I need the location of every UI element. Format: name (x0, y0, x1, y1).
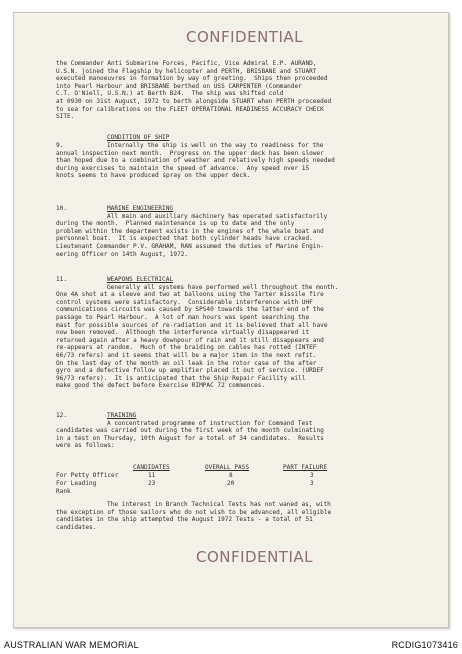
section-line: were as follows: (56, 442, 115, 450)
table-header: PART FAILURE (283, 464, 328, 471)
section-line: annual inspection next month. Progress on the upper deck has been slower (56, 149, 324, 157)
section-number: 9. (56, 142, 64, 149)
section-line: eering Officer on 14th August, 1972. (56, 250, 189, 258)
section-heading: MARINE ENGINEERING (107, 205, 174, 212)
section-heading: CONDITION OF SHIP (107, 134, 170, 141)
section-line: problem within the department exists in the engines of the whale boat and (56, 227, 324, 235)
confidential-stamp-bottom: CONFIDENTIAL (196, 548, 314, 566)
section-line: control systems were satisfactory. Considerable interference with UHF (56, 298, 313, 306)
intro-line: into Pearl Harbour and BRISBANE berthed on USS CARPENTER (Commander (56, 82, 302, 90)
section-line: Internally the ship is well on the way to readiness for the (107, 142, 324, 149)
closing-line: candidates in the ship attempted the August 1972 Tests - a total of 51 (56, 516, 313, 524)
intro-line: the Commander Anti Submarine Forces, Pacific, Vice Admiral E.P. AURAND, (56, 60, 317, 67)
section-line: passage to Pearl Harbour. A lot of man hours was spent searching the (56, 314, 310, 321)
section-line: knots seems to have produced spray on the upper deck. (56, 172, 251, 180)
table-cell: 8 (229, 472, 233, 479)
section-line: during exercises to maintain the speed of advance. Any speed over 15 (56, 164, 310, 172)
intro-line: C.T. O'Niell, U.S.N.) at Berth B24. The ship was shifted cold (56, 90, 284, 98)
table-cell: 23 (148, 480, 156, 487)
intro-line: at 0930 on 31st August, 1972 to berth alongside STUART when PERTH proceeded (56, 98, 332, 105)
section-line: On the last day of the month an oil leak in the rotor case of the after (56, 359, 317, 367)
section-number: 11. (56, 276, 68, 283)
table-row-label: For Petty Officer (56, 472, 119, 479)
archive-reference: RCDIG1073416 (391, 640, 458, 650)
section-line: Generally all systems have performed well throughout the month. (107, 283, 339, 291)
section-line: in a test on Thursday, 10th August for a total of 34 candidates. Results (56, 434, 324, 442)
section-line: 96/73 refers). It is anticipated that the Ship Repair Facility will (56, 374, 306, 382)
section-line: All main and auxiliary machinery has operated satisfactorily (107, 212, 328, 220)
closing-line: the exception of those sailors who do not wish to be advanced, all eligible (56, 508, 332, 516)
section-line: mast for possible sources of re-radiation and it is believed that all have (56, 321, 328, 329)
table-row-label: For Leading (56, 480, 97, 487)
section-line: now been removed. Although the interference virtually disappeared it (56, 329, 310, 337)
section-heading: WEAPONS ELECTRICAL (107, 276, 174, 283)
table-row-label: Rank (56, 488, 71, 495)
table-cell: 11 (148, 472, 156, 479)
closing-line: The interest in Branch Technical Tests has not waned as, with (107, 501, 331, 508)
table-cell: 3 (310, 480, 314, 487)
table-header: CANDIDATES (133, 464, 170, 471)
archive-credit: AUSTRALIAN WAR MEMORIAL (4, 640, 139, 650)
section-line: Lieutenant Commander P.V. GRAHAM, RAN assumed the duties of Marine Engin- (56, 243, 324, 250)
table-cell: 20 (227, 480, 235, 487)
section-number: 10. (56, 205, 68, 212)
section-line: 66/73 refers) and it seems that will be a major item in the next refit. (56, 352, 317, 359)
section-line: personnel boat. It is expected that both cylinder heads have cracked. (56, 235, 313, 243)
table-cell: 3 (310, 472, 314, 479)
section-line: returned again after a heavy downpour of rain and it still disappears and (56, 336, 324, 344)
section-line: candidates was carried out during the first week of the month culminating (56, 427, 324, 435)
section-line: re-appears at random. Much of the braiding on cables has rotted (INTEF (56, 344, 317, 352)
section-line: A concentrated programme of instruction for Command Test (107, 419, 313, 427)
intro-line: executed manoeuvres in formation by way of greeting. Ships then proceeded (56, 75, 328, 83)
section-number: 12. (56, 412, 68, 419)
section-line: gyro and a defective follow up amplifier placed it out of service. (URDEF (56, 367, 324, 375)
confidential-stamp-top: CONFIDENTIAL (186, 28, 304, 46)
table-header: OVERALL PASS (205, 464, 250, 471)
intro-line: to sea for calibrations on the FLEET OPERATIONAL READINESS ACCURACY CHECK (56, 105, 324, 113)
section-line: communications circuits was caused by SPS40 towards the latter end of the (56, 306, 324, 314)
section-heading: TRAINING (107, 412, 137, 419)
intro-line: SITE. (56, 113, 75, 121)
section-line: than hoped due to a combination of weather and relatively high speeds needed (56, 157, 335, 165)
section-line: during the month. Planned maintenance is up to date and the only (56, 220, 295, 228)
intro-line: U.S.N. joined the Flagship by helicopter and PERTH, BRISBANE and STUART (56, 67, 317, 75)
section-line: make good the defect before Exercise RIMPAC 72 commences. (56, 382, 266, 390)
section-line: One 4A shot at a sleeve and two at balloons using the Tarter missile fire (56, 291, 324, 299)
closing-line: candidates. (56, 523, 97, 531)
